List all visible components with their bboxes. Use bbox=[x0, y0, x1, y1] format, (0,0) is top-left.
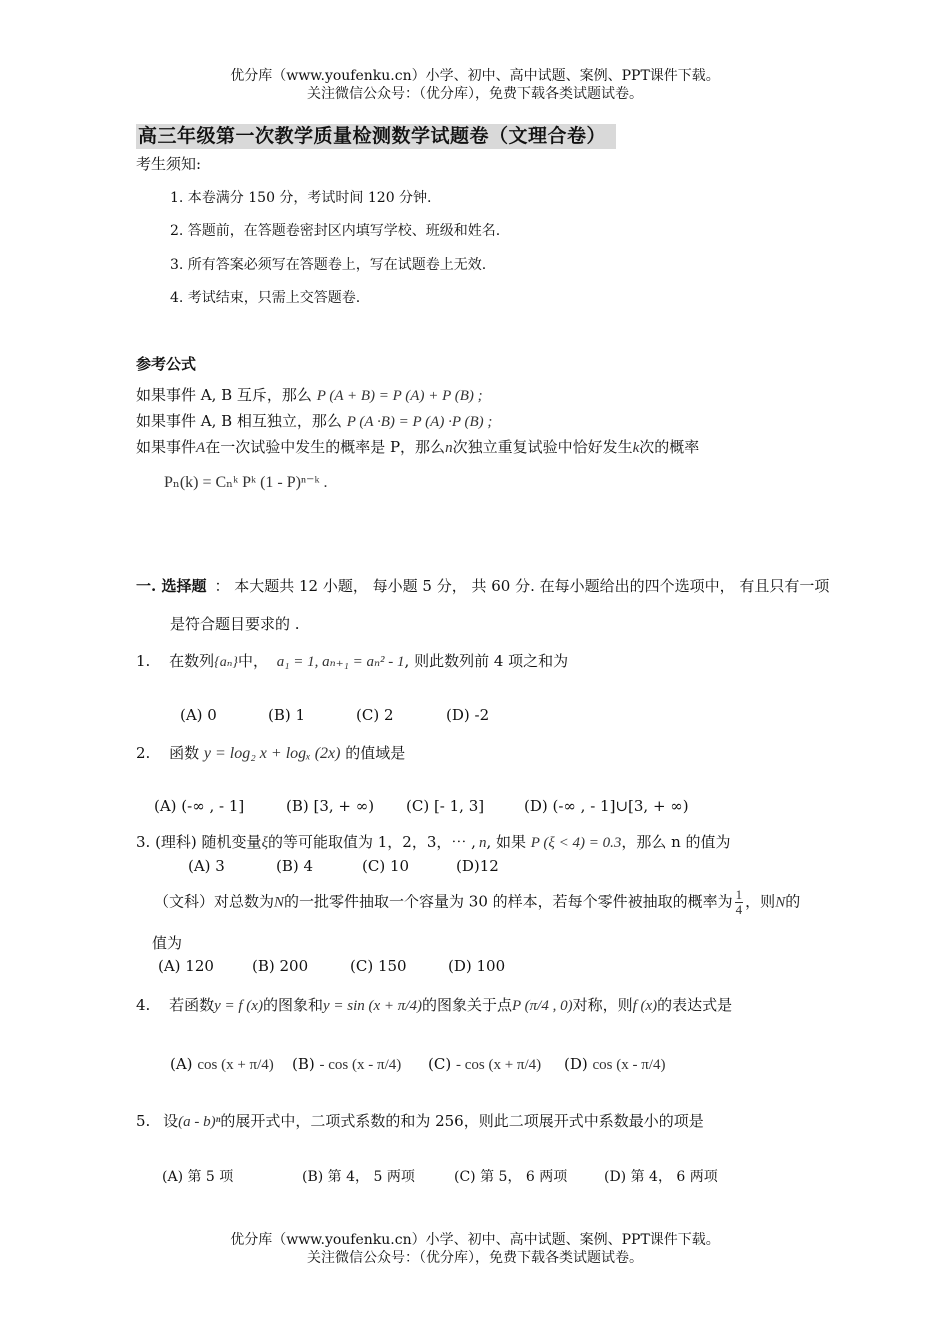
page-title: 高三年级第一次教学质量检测数学试题卷（文理合卷） bbox=[136, 124, 616, 149]
q3-science-option-d: (D)12 bbox=[456, 857, 499, 875]
q2-option-d: (D) (-∞ , - 1]∪[3, + ∞) bbox=[524, 797, 689, 815]
formula-line-1-text: 如果事件 A, B 互斥，那么 bbox=[136, 386, 312, 404]
q3-arts-N2: N bbox=[775, 894, 786, 911]
notice-heading: 考生须知: bbox=[136, 155, 202, 173]
q4-text-c: 的图象关于点 bbox=[421, 996, 512, 1014]
q4-f2: y = sin (x + π/4) bbox=[322, 998, 422, 1014]
q5-expression: (a - b)ⁿ bbox=[178, 1114, 221, 1130]
q3-arts-text-a: （文科）对总数为 bbox=[154, 892, 275, 911]
q4-option-c-expr: - cos (x + π/4) bbox=[455, 1057, 542, 1073]
page-footer-line2: 关注微信公众号：（优分库），免费下载各类试题试卷。 bbox=[307, 1250, 643, 1266]
q3-science-option-c: (C) 10 bbox=[362, 857, 410, 875]
q4-text-b: 的图象和 bbox=[262, 996, 323, 1014]
q4-option-b bbox=[292, 1055, 401, 1074]
q3-arts-N: N bbox=[274, 894, 285, 911]
formula-line-3 bbox=[136, 436, 699, 457]
q2-option-c: (C) [- 1, 3] bbox=[406, 797, 485, 815]
formula-mutually-exclusive: P (A + B) = P (A) + P (B) ; bbox=[316, 388, 483, 404]
formula-independent: P (A ·B) = P (A) ·P (B) ; bbox=[346, 414, 493, 430]
q4-option-c bbox=[428, 1055, 541, 1074]
section-1-label: 一. 选择题 bbox=[136, 577, 207, 595]
q3-arts-text-e: 值为 bbox=[152, 934, 183, 952]
q5-option-c: (C) 第 5， 6 两项 bbox=[454, 1169, 568, 1185]
q4-f3: f (x) bbox=[632, 998, 658, 1014]
q1-text-b: 中， bbox=[237, 652, 268, 670]
q4-option-a bbox=[170, 1055, 274, 1074]
q1-sequence: {aₙ} bbox=[214, 655, 238, 670]
formula-line-1 bbox=[136, 384, 483, 405]
q4-option-d-expr: cos (x - π/4) bbox=[592, 1057, 666, 1073]
q3-arts-text-b: 的一批零件抽取一个容量为 30 的样本，若每个零件被抽取的概率为 bbox=[284, 892, 733, 911]
q1-text-c: , 则此数列前 4 项之和为 bbox=[404, 652, 569, 670]
notice-item-2: 2. 答题前，在答题卷密封区内填写学校、班级和姓名. bbox=[170, 223, 501, 239]
page-footer-line1: 优分库（www.youfenku.cn）小学、初中、高中试题、案例、PPT课件下载。 bbox=[230, 1232, 720, 1248]
q2-option-b: (B) [3, + ∞) bbox=[286, 797, 375, 815]
formula-line-2-text: 如果事件 A, B 相互独立，那么 bbox=[136, 412, 342, 430]
formula-line-3-a: 如果事件 bbox=[136, 438, 197, 456]
q5-text-b: 的展开式中，二项式系数的和为 256，则此二项展开式中系数最小的项是 bbox=[220, 1112, 704, 1130]
q3-arts-text-d: 的 bbox=[785, 892, 801, 911]
binomial-formula: Pₙ(k) = Cₙᵏ Pᵏ (1 - P)ⁿ⁻ᵏ . bbox=[164, 474, 328, 491]
q4-number: 4. bbox=[136, 996, 151, 1014]
q3-text-c: , 如果 bbox=[486, 833, 526, 851]
question-2 bbox=[136, 742, 405, 763]
q4-option-c-label: (C) bbox=[428, 1055, 452, 1073]
q1-condition: a₁ = 1, aₙ₊₁ = aₙ² - 1 bbox=[276, 654, 405, 670]
q3-probability: P (ξ < 4) = 0.3 bbox=[530, 835, 622, 851]
section-1-desc-cont: 是符合题目要求的 . bbox=[170, 615, 300, 633]
notice-item-4: 4. 考试结束，只需上交答题卷. bbox=[170, 290, 361, 306]
q3-arts-text-c: ，则 bbox=[745, 892, 776, 911]
q4-option-d-label: (D) bbox=[564, 1055, 588, 1073]
q3-n: n bbox=[478, 835, 487, 851]
q3-text-a: 3. (理科) 随机变量 bbox=[136, 833, 262, 851]
q4-option-a-expr: cos (x + π/4) bbox=[197, 1057, 274, 1073]
page-header-line1: 优分库（www.youfenku.cn）小学、初中、高中试题、案例、PPT课件下载。 bbox=[230, 68, 720, 84]
q2-text-a: 函数 bbox=[169, 744, 200, 762]
q3-fraction-den: 4 bbox=[735, 902, 743, 917]
q4-text-d: 对称，则 bbox=[572, 996, 633, 1014]
q3-text-b: 的等可能取值为 1，2，3，⋯ , bbox=[268, 833, 476, 851]
formulas-heading: 参考公式 bbox=[136, 355, 197, 373]
q3-arts-option-a: (A) 120 bbox=[158, 957, 214, 975]
section-1-desc: ： 本大题共 12 小题， 每小题 5 分， 共 60 分. 在每小题给出的四个选项中， 有且只有一项 bbox=[214, 577, 830, 595]
q3-fraction-num: 1 bbox=[735, 887, 743, 902]
q4-point: P (π/4 , 0) bbox=[512, 998, 573, 1014]
q5-option-d: (D) 第 4， 6 两项 bbox=[604, 1169, 718, 1185]
formula-line-3-event: A bbox=[196, 440, 206, 456]
q3-science-option-a: (A) 3 bbox=[188, 857, 225, 875]
notice-item-3: 3. 所有答案必须写在答题卷上，写在试题卷上无效. bbox=[170, 257, 487, 273]
q1-text-a: 在数列 bbox=[169, 652, 215, 670]
q4-text-e: 的表达式是 bbox=[657, 996, 733, 1014]
q1-option-c: (C) 2 bbox=[356, 706, 394, 724]
q4-f1: y = f (x) bbox=[214, 998, 263, 1014]
page-header-line2: 关注微信公众号：（优分库），免费下载各类试题试卷。 bbox=[307, 86, 643, 102]
q3-arts-option-d: (D) 100 bbox=[448, 957, 506, 975]
question-1 bbox=[136, 650, 568, 671]
formula-line-3-k: k bbox=[632, 440, 640, 456]
question-5 bbox=[136, 1110, 704, 1131]
q2-option-a: (A) (-∞ , - 1] bbox=[154, 797, 245, 815]
q3-xi: ξ bbox=[261, 835, 268, 851]
q5-option-a: (A) 第 5 项 bbox=[162, 1169, 234, 1185]
q1-option-d: (D) -2 bbox=[446, 706, 490, 724]
q3-science-option-b: (B) 4 bbox=[276, 857, 314, 875]
notice-item-1: 1. 本卷满分 150 分，考试时间 120 分钟. bbox=[170, 190, 432, 206]
q4-option-d bbox=[564, 1055, 666, 1074]
q1-option-b: (B) 1 bbox=[268, 706, 306, 724]
q2-number: 2. bbox=[136, 744, 151, 762]
q3-fraction bbox=[735, 888, 744, 917]
q3-arts-option-c: (C) 150 bbox=[350, 957, 407, 975]
question-3-science bbox=[136, 831, 731, 852]
formula-line-3-e: 次独立重复试验中恰好发生 bbox=[452, 438, 633, 456]
q3-text-d: ，那么 n 的值为 bbox=[621, 833, 731, 851]
q3-arts-option-b: (B) 200 bbox=[252, 957, 309, 975]
q4-option-b-expr: - cos (x - π/4) bbox=[319, 1057, 402, 1073]
q2-function: y = log₂ x + logₓ (2x) bbox=[203, 745, 341, 762]
q5-option-b: (B) 第 4， 5 两项 bbox=[302, 1169, 415, 1185]
q4-option-a-label: (A) bbox=[170, 1055, 193, 1073]
q1-option-a: (A) 0 bbox=[180, 706, 217, 724]
q5-number: 5. bbox=[136, 1112, 151, 1130]
formula-line-3-c: 在一次试验中发生的概率是 P，那么 bbox=[205, 438, 446, 456]
question-4 bbox=[136, 994, 732, 1015]
section-1-header bbox=[136, 575, 829, 596]
question-3-arts bbox=[154, 888, 800, 917]
formula-line-3-n: n bbox=[445, 440, 453, 456]
q4-text-a: 若函数 bbox=[169, 996, 215, 1014]
q1-number: 1. bbox=[136, 652, 151, 670]
formula-line-3-g: 次的概率 bbox=[639, 438, 700, 456]
q5-text-a: 设 bbox=[163, 1112, 179, 1130]
q4-option-b-label: (B) bbox=[292, 1055, 315, 1073]
formula-line-2 bbox=[136, 410, 492, 431]
q2-text-b: 的值域是 bbox=[345, 744, 406, 762]
